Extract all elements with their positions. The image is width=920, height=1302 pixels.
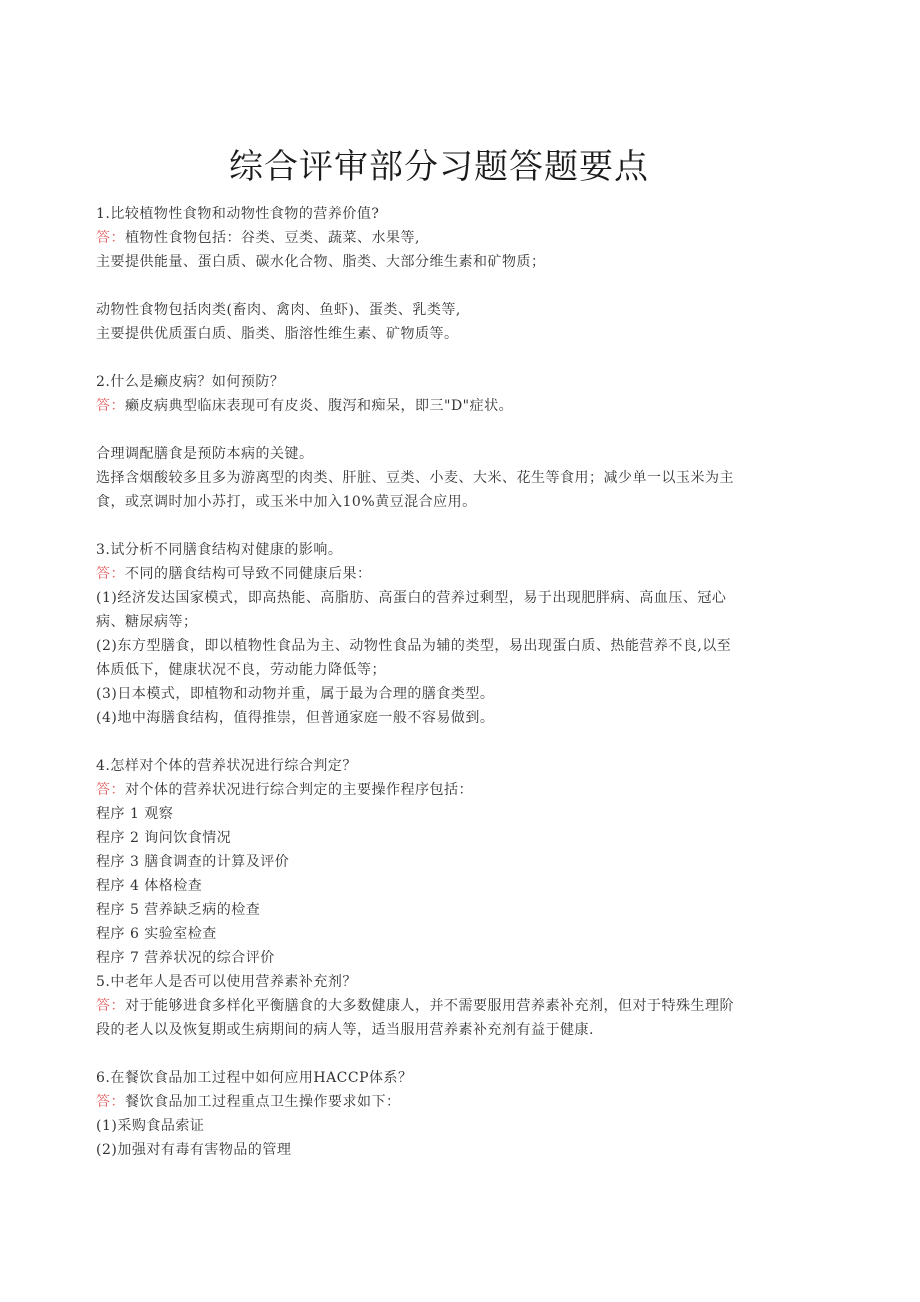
answer-3-line-1: 答：不同的膳食结构可导致不同健康后果： — [96, 566, 372, 582]
answer-3-line-3: 病、糖尿病等； — [96, 614, 198, 630]
answer-1-line-1: 答：植物性食物包括：谷类、豆类、蔬菜、水果等, — [96, 230, 420, 246]
answer-label: 答： — [96, 998, 125, 1014]
answer-2-line-1: 答：癞皮病典型临床表现可有皮炎、腹泻和痴呆，即三"D"症状。 — [96, 398, 514, 414]
procedure-step: 程序 3 膳食调查的计算及评价 — [96, 854, 290, 870]
answer-label: 答： — [96, 566, 125, 582]
answer-1-line-3: 动物性食物包括肉类(畜肉、禽肉、鱼虾)、蛋类、乳类等, — [96, 302, 461, 318]
page-title: 综合评审部分习题答题要点 — [229, 146, 649, 187]
question-5: 5.中老年人是否可以使用营养素补充剂？ — [96, 974, 357, 990]
answer-2-line-3: 选择含烟酸较多且多为游离型的肉类、肝脏、豆类、小麦、大米、花生等食用；减少单一以玉米为主 — [96, 470, 734, 486]
answer-1-line-4: 主要提供优质蛋白质、脂类、脂溶性维生素、矿物质等。 — [96, 326, 459, 342]
procedure-step: 程序 7 营养状况的综合评价 — [96, 950, 275, 966]
answer-6-line-3: (2)加强对有毒有害物品的管理 — [96, 1142, 292, 1158]
question-3: 3.试分析不同膳食结构对健康的影响。 — [96, 542, 343, 558]
answer-3-line-6: (3)日本模式，即植物和动物并重，属于最为合理的膳食类型。 — [96, 686, 495, 702]
answer-5-line-1: 答：对于能够进食多样化平衡膳食的大多数健康人，并不需要服用营养素补充剂，但对于特殊生理阶 — [96, 998, 734, 1014]
answer-1-line-2: 主要提供能量、蛋白质、碳水化合物、脂类、大部分维生素和矿物质； — [96, 254, 546, 270]
answer-3-line-7: (4)地中海膳食结构，值得推崇，但普通家庭一般不容易做到。 — [96, 710, 495, 726]
question-6: 6.在餐饮食品加工过程中如何应用HACCP体系？ — [96, 1070, 413, 1086]
answer-5-line-2: 段的老人以及恢复期或生病期间的病人等，适当服用营养素补充剂有益于健康. — [96, 1022, 594, 1038]
answer-2-line-2: 合理调配膳食是预防本病的关键。 — [96, 446, 314, 462]
procedure-step: 程序 6 实验室检查 — [96, 926, 217, 942]
question-4: 4.怎样对个体的营养状况进行综合判定？ — [96, 758, 357, 774]
question-2: 2.什么是癞皮病？如何预防？ — [96, 374, 285, 390]
document-body — [96, 202, 786, 1162]
procedure-step: 程序 1 观察 — [96, 806, 174, 822]
procedure-step: 程序 5 营养缺乏病的检查 — [96, 902, 261, 918]
procedure-step: 程序 2 询问饮食情况 — [96, 830, 232, 846]
answer-3-line-4: (2)东方型膳食，即以植物性食品为主、动物性食品为辅的类型，易出现蛋白质、热能营养不良,以至 — [96, 638, 732, 654]
answer-6-line-2: (1)采购食品索证 — [96, 1118, 205, 1134]
answer-label: 答： — [96, 1094, 125, 1110]
answer-4-line-1: 答：对个体的营养状况进行综合判定的主要操作程序包括： — [96, 782, 473, 798]
answer-label: 答： — [96, 398, 125, 414]
answer-6-line-1: 答：餐饮食品加工过程重点卫生操作要求如下： — [96, 1094, 401, 1110]
procedure-step: 程序 4 体格检查 — [96, 878, 203, 894]
answer-3-line-5: 体质低下，健康状况不良，劳动能力降低等； — [96, 662, 386, 678]
answer-2-line-4: 食，或烹调时加小苏打，或玉米中加入10%黄豆混合应用。 — [96, 494, 477, 510]
answer-3-line-2: (1)经济发达国家模式，即高热能、高脂肪、高蛋白的营养过剩型，易于出现肥胖病、高血压、冠心 — [96, 590, 727, 606]
question-1: 1.比较植物性食物和动物性食物的营养价值? — [96, 206, 380, 222]
answer-label: 答： — [96, 230, 125, 246]
answer-label: 答： — [96, 782, 125, 798]
